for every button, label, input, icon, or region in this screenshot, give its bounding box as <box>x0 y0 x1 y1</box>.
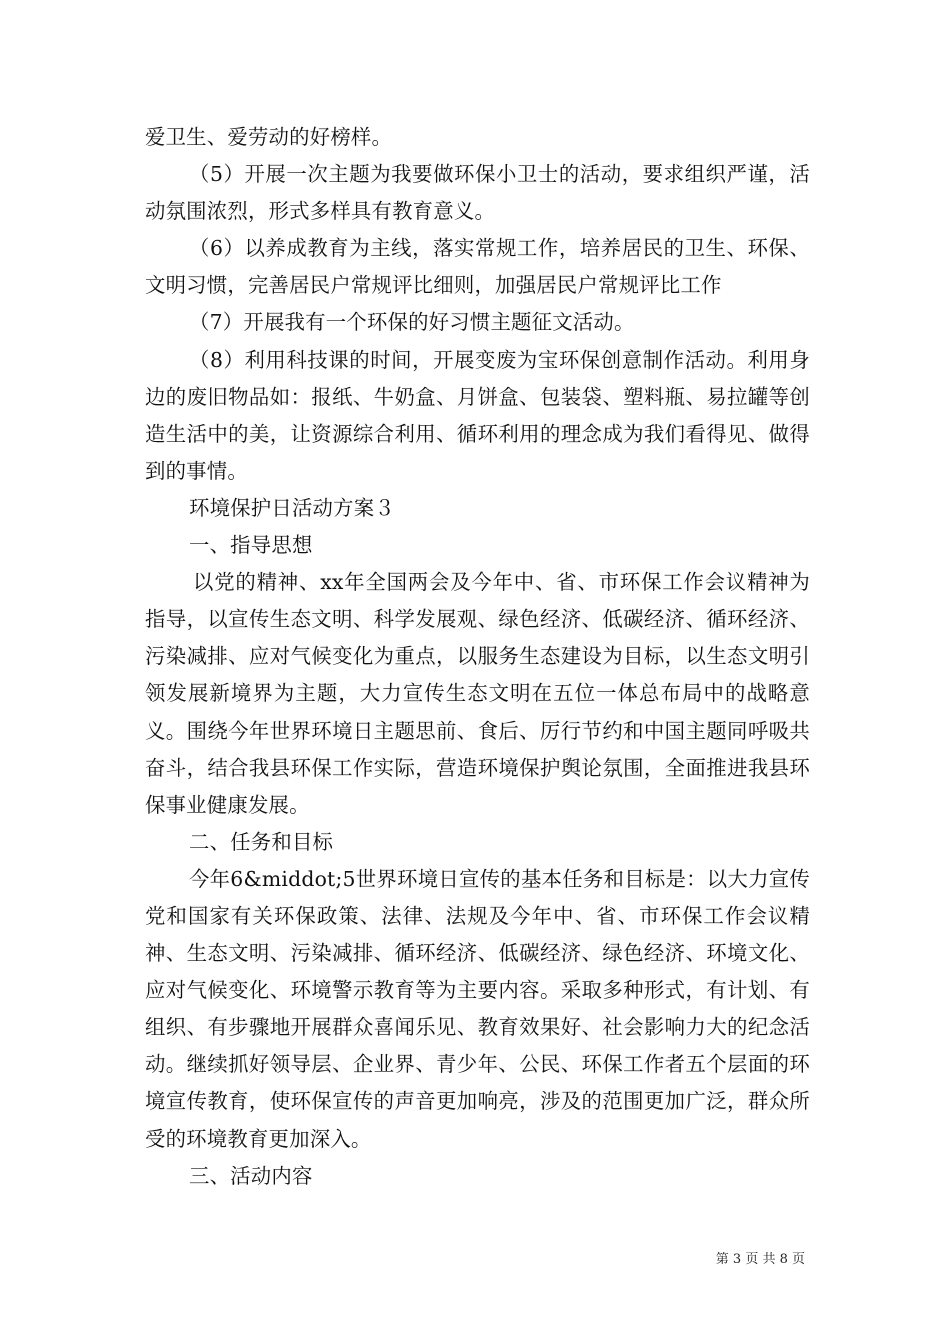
paragraph-tasks-goals: 今年6&middot;5世界环境日宣传的基本任务和目标是：以大力宣传党和国家有关环保政策、法律、法规及今年中、省、市环保工作会议精神、生态文明、污染减排、循环经济、低碳经济、绿色经济、环境文化、应对气候变化、环境警示教育等为主要内容。采取多种形式，有计划、有组织、有步骤地开展群众喜闻乐见、教育效果好、社会影响力大的纪念活动。继续抓好领导层、企业界、青少年、公民、环保工作者五个层面的环境宣传教育，使环保宣传的声音更加响亮，涉及的范围更加广泛，群众所受的环境教育更加深入。 <box>145 866 810 1151</box>
list-item-8: （8）利用科技课的时间，开展变废为宝环保创意制作活动。利用身边的废旧物品如：报纸、牛奶盒、月饼盒、包装袋、塑料瓶、易拉罐等创造生活中的美，让资源综合利用、循环利用的理念成为我们看得见、做得到的事情。 <box>145 347 810 483</box>
list-item-5: （5）开展一次主题为我要做环保小卫士的活动，要求组织严谨，活动氛围浓烈，形式多样具有教育意义。 <box>145 162 810 224</box>
heading-tasks-goals: 二、任务和目标 <box>189 829 334 854</box>
heading-guiding-thought: 一、指导思想 <box>189 533 313 558</box>
paragraph: 爱卫生、爱劳动的好榜样。 <box>145 125 393 149</box>
section-title: 环境保护日活动方案３ <box>189 495 395 520</box>
heading-activity-content: 三、活动内容 <box>189 1163 313 1188</box>
paragraph-guiding-thought: 以党的精神、xx年全国两会及今年中、省、市环保工作会议精神为指导，以宣传生态文明、科学发展观、绿色经济、低碳经济、循环经济、污染减排、应对气候变化为重点，以服务生态建设为目标，以生态文明引领发展新境界为主题，大力宣传生态文明在五位一体总布局中的战略意义。围绕今年世界环境日主题思前、食后、厉行节约和中国主题同呼吸共奋斗，结合我县环保工作实际，营造环境保护舆论氛围，全面推进我县环保事业健康发展。 <box>145 570 810 817</box>
list-item-6: （6）以养成教育为主线，落实常规工作，培养居民的卫生、环保、文明习惯，完善居民户常规评比细则，加强居民户常规评比工作 <box>145 236 810 298</box>
page-number: 第 3 页 共 8 页 <box>715 1252 805 1267</box>
list-item-7: （7）开展我有一个环保的好习惯主题征文活动。 <box>189 310 635 335</box>
document-body <box>145 119 810 1195</box>
